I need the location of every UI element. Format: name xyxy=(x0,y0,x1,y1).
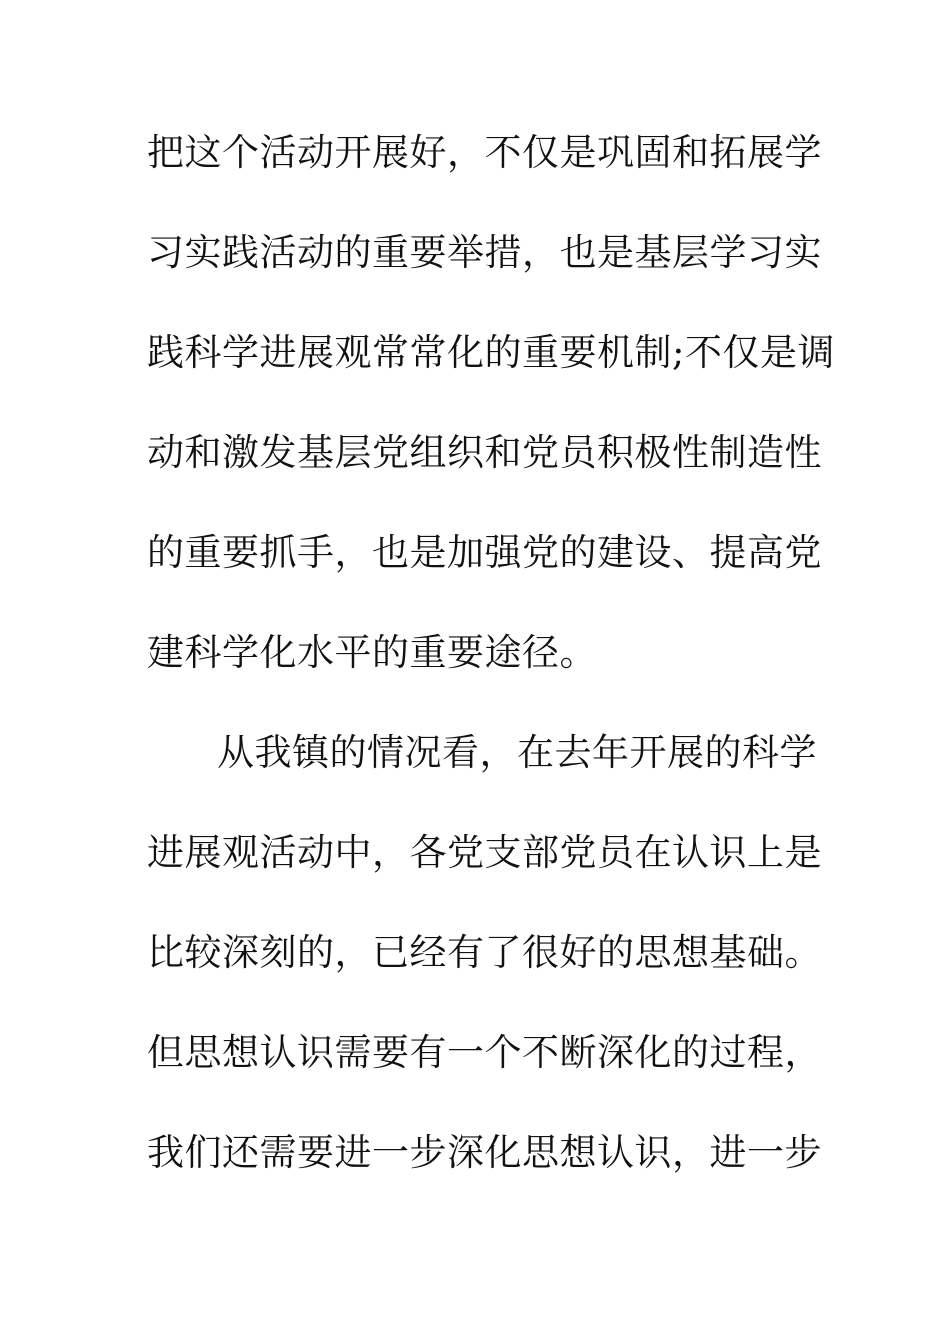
text-line: 我们还需要进一步深化思想认识，进一步 xyxy=(147,1131,822,1174)
paragraph-first-line: 从我镇的情况看，在去年开展的科学 xyxy=(217,731,817,774)
text-line: 动和激发基层党组织和党员积极性制造性 xyxy=(147,431,822,474)
text-line: 把这个活动开展好，不仅是巩固和拓展学 xyxy=(147,131,822,174)
text-line: 进展观活动中，各党支部党员在认识上是 xyxy=(147,831,822,874)
text-line: 建科学化水平的重要途径。 xyxy=(147,631,597,674)
text-line: 的重要抓手，也是加强党的建设、提高党 xyxy=(147,531,822,574)
text-line: 但思想认识需要有一个不断深化的过程， xyxy=(147,1031,822,1074)
text-line: 践科学进展观常常化的重要机制;不仅是调 xyxy=(147,331,835,374)
text-line: 比较深刻的，已经有了很好的思想基础。 xyxy=(147,931,822,974)
text-line: 习实践活动的重要举措，也是基层学习实 xyxy=(147,231,822,274)
